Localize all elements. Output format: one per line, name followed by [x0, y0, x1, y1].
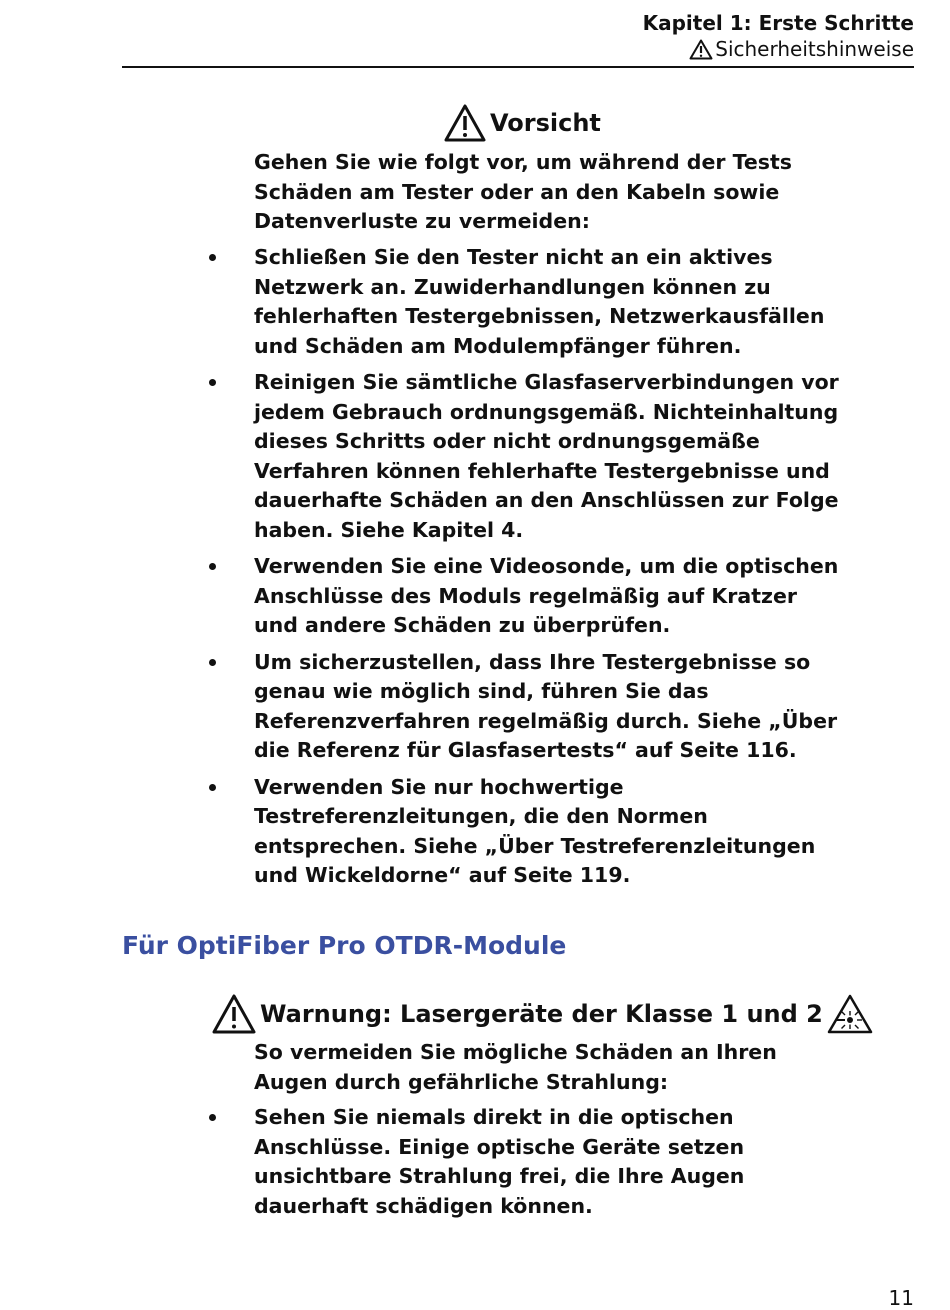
- section-heading: Für OptiFiber Pro OTDR-Module: [122, 931, 567, 960]
- caution-intro: Gehen Sie wie folgt vor, um während der Tests Schäden am Tester oder an den Kabeln sowie Datenverluste zu vermeiden:: [254, 150, 792, 233]
- warning-intro: So vermeiden Sie mögliche Schäden an Ihren Augen durch gefährliche Strahlung:: [254, 1040, 777, 1094]
- warning-triangle-icon: [689, 39, 713, 60]
- bullet-dot: [209, 659, 216, 666]
- warning-list: [0, 1103, 950, 1228]
- page-number: 11: [888, 1286, 914, 1310]
- header-rule: [122, 66, 914, 68]
- bullet-dot: [209, 379, 216, 386]
- caution-title-text: Vorsicht: [490, 109, 601, 137]
- section-title: [689, 36, 914, 62]
- section-title-text: Sicherheitshinweise: [715, 37, 914, 61]
- warning-title: [212, 994, 873, 1034]
- caution-title: [444, 104, 601, 142]
- warning-title-text: Warnung: Lasergeräte der Klasse 1 und 2: [260, 1000, 823, 1028]
- list-item: [0, 648, 950, 766]
- list-item-text: Reinigen Sie sämtliche Glasfaserverbindungen vor jedem Gebrauch ordnungsgemäß. Nichteinhaltung dieses Schritts oder nicht ordnungsgemäße Verfahren können fehlerhafte Testergebnisse und dauerhafte Schäden an den Anschlüssen zur Folge haben. Siehe Kapitel 4.: [254, 370, 839, 542]
- bullet-dot: [209, 563, 216, 570]
- list-item: [0, 368, 950, 545]
- list-item: [0, 552, 950, 641]
- list-item: [0, 243, 950, 361]
- bullet-dot: [209, 784, 216, 791]
- warning-triangle-icon: [444, 104, 486, 142]
- list-item: [0, 773, 950, 891]
- list-item-text: Verwenden Sie eine Videosonde, um die optischen Anschlüsse des Moduls regelmäßig auf Kratzer und andere Schäden zu überprüfen.: [254, 554, 839, 637]
- chapter-title: Kapitel 1: Erste Schritte: [642, 11, 914, 35]
- laser-hazard-icon: [827, 994, 873, 1034]
- bullet-dot: [209, 254, 216, 261]
- list-item-text: Um sicherzustellen, dass Ihre Testergebnisse so genau wie möglich sind, führen Sie das Referenzverfahren regelmäßig durch. Siehe „Über die Referenz für Glasfasertests“ auf Seite 116.: [254, 649, 838, 762]
- list-item-text: Sehen Sie niemals direkt in die optischen Anschlüsse. Einige optische Geräte setzen unsichtbare Strahlung frei, die Ihre Augen dauerhaft schädigen können.: [254, 1105, 745, 1218]
- warning-triangle-icon: [212, 994, 256, 1034]
- list-item-text: Verwenden Sie nur hochwertige Testreferenzleitungen, die den Normen entsprechen. Siehe „Über Testreferenzleitungen und Wickeldorne“ auf Seite 119.: [254, 774, 816, 887]
- bullet-dot: [209, 1114, 216, 1121]
- list-item-text: Schließen Sie den Tester nicht an ein aktives Netzwerk an. Zuwiderhandlungen können zu fehlerhaften Testergebnissen, Netzwerkausfällen und Schäden am Modulempfänger führen.: [254, 245, 825, 358]
- list-item: [0, 1103, 950, 1221]
- caution-list: [0, 243, 950, 898]
